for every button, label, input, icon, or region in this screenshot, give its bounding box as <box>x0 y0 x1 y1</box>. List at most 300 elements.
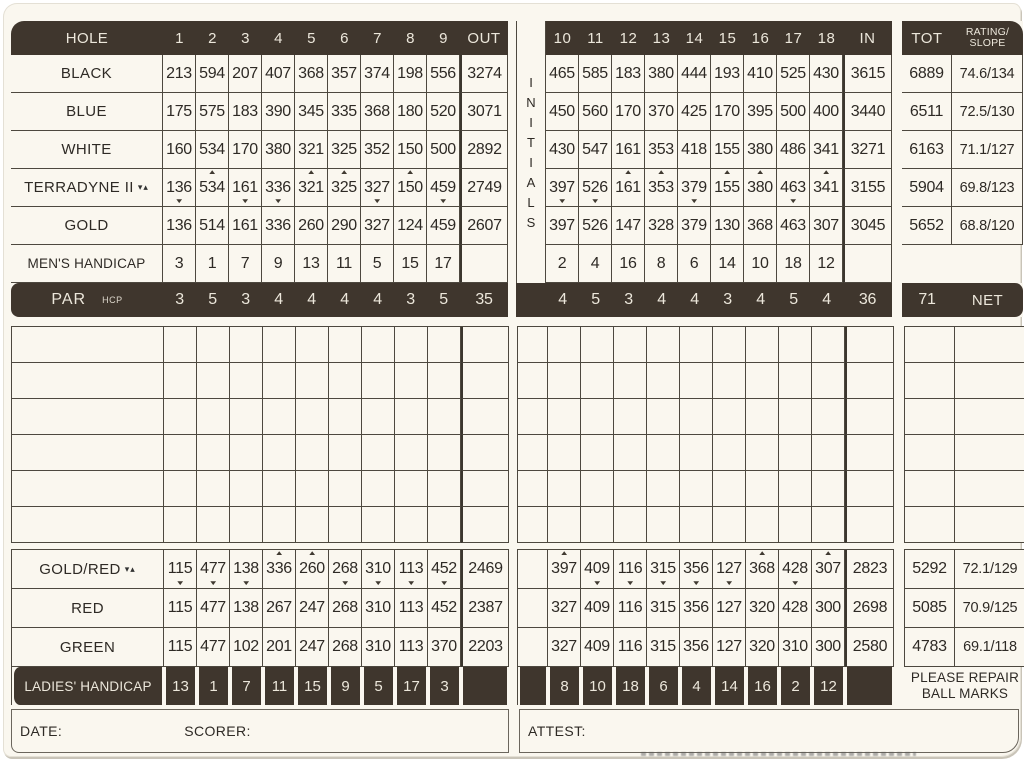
initials-letter-3: T <box>527 134 535 150</box>
repair-note-line2: BALL MARKS <box>921 686 1009 701</box>
score-value: 310 <box>365 560 391 577</box>
score-blue-h8 <box>394 93 427 131</box>
blank-score-cell-h13 <box>647 327 680 363</box>
header-rating-slope-label <box>952 21 1023 55</box>
score-value: 310 <box>365 638 391 655</box>
repair-note-line1: PLEASE REPAIR <box>910 669 1020 685</box>
score-value: 147 <box>615 216 641 234</box>
blank-score-cell-h17 <box>779 507 812 543</box>
score-value: 161 <box>232 216 258 234</box>
down-arrow-icon: ▼ <box>406 579 416 587</box>
total-red: 5085 <box>905 589 955 628</box>
score-gold-h3 <box>229 207 262 245</box>
score-black-h9 <box>427 55 460 93</box>
score-value: 430 <box>549 140 575 158</box>
score-white-h10 <box>546 131 579 169</box>
score-green-h2 <box>197 628 230 667</box>
score-value: 594 <box>199 64 225 82</box>
down-arrow-icon: ▼ <box>790 579 800 587</box>
attest-label: ATTEST: <box>528 723 586 739</box>
blank-score-cell-h2 <box>197 507 230 543</box>
mens-handicap-in-empty <box>843 245 892 283</box>
tee-name: GOLD <box>64 217 109 234</box>
tee-name: RED <box>71 599 104 617</box>
initials-vertical-label <box>516 21 546 283</box>
score-gold-out: 2607 <box>460 207 508 245</box>
blank-total-cell <box>905 435 955 471</box>
score-gold-h9 <box>427 207 460 245</box>
blank-score-cell-h8 <box>395 507 428 543</box>
blank-name-cell <box>12 363 164 399</box>
up-arrow-icon: ▲ <box>306 169 316 176</box>
down-arrow-icon: ▼ <box>691 579 701 587</box>
blank-rating-cell <box>955 507 1024 543</box>
header-in-label: IN <box>843 21 892 55</box>
blank-score-cell-h1 <box>164 471 197 507</box>
score-red-in: 2698 <box>845 589 894 628</box>
score-gold-h18 <box>810 207 843 245</box>
up-arrow-icon: ▲ <box>274 550 284 557</box>
score-value: 161 <box>615 140 641 158</box>
tee-label-gold <box>11 207 163 245</box>
blank-score-cell-h10 <box>548 507 581 543</box>
score-gold-red-h11 <box>581 550 614 589</box>
score-gold-h17 <box>777 207 810 245</box>
score-value: 409 <box>584 560 610 577</box>
score-gold-red-h16 <box>746 550 779 589</box>
score-value: 459 <box>430 216 456 234</box>
total-blue: 6511 <box>902 93 952 131</box>
score-value: 267 <box>266 599 292 616</box>
blank-score-cell-h11 <box>581 435 614 471</box>
score-value: 368 <box>364 102 390 120</box>
score-terradyne-ii-h9 <box>427 169 460 207</box>
score-value: 400 <box>813 102 839 120</box>
tee-label-terradyne-ii <box>11 169 163 207</box>
mens-handicap-h15: 14 <box>711 245 744 283</box>
score-terradyne-ii-h16 <box>744 169 777 207</box>
score-black-h17 <box>777 55 810 93</box>
ladies-handicap-h1: 13 <box>164 667 197 705</box>
score-gold-h11 <box>579 207 612 245</box>
blank-score-cell-h5 <box>296 435 329 471</box>
par-h9: 5 <box>427 283 460 317</box>
score-value: 115 <box>167 638 193 655</box>
tee-label-blue <box>11 93 163 131</box>
blank-score-cell-h15 <box>713 399 746 435</box>
blank-score-cell-h4 <box>263 435 296 471</box>
fine-print-illegible <box>641 752 916 756</box>
score-gold-h6 <box>328 207 361 245</box>
score-red-h9 <box>428 589 461 628</box>
score-black-h1 <box>163 55 196 93</box>
blank-initials-cell <box>518 363 548 399</box>
score-value: 150 <box>397 140 423 158</box>
down-arrow-icon: ▼ <box>241 579 251 587</box>
blank-score-cell-h4 <box>263 507 296 543</box>
score-blue-h10 <box>546 93 579 131</box>
blank-score-cell-h17 <box>779 471 812 507</box>
back-nine-table <box>546 21 892 317</box>
par-h4: 4 <box>262 283 295 317</box>
header-hole-8: 8 <box>394 21 427 55</box>
blank-name-cell <box>12 471 164 507</box>
initials-par-band <box>516 283 546 317</box>
score-value: 127 <box>716 560 742 577</box>
ladies-totals-table <box>904 549 1024 667</box>
score-value: 268 <box>332 599 358 616</box>
score-blue-h17 <box>777 93 810 131</box>
blank-out-cell <box>461 471 509 507</box>
down-arrow-icon: ▼ <box>340 579 350 587</box>
tee-name: BLACK <box>60 65 113 82</box>
initials-letter-7: S <box>526 214 536 230</box>
blank-score-cell-h11 <box>581 363 614 399</box>
blank-score-cell-h16 <box>746 399 779 435</box>
score-black-h13 <box>645 55 678 93</box>
blank-in-cell <box>845 399 894 435</box>
score-value: 428 <box>782 560 808 577</box>
blank-score-cell-h5 <box>296 399 329 435</box>
score-blue-h6 <box>328 93 361 131</box>
score-green-out: 2203 <box>461 628 509 667</box>
score-red-h16 <box>746 589 779 628</box>
mens-handicap-h2: 1 <box>196 245 229 283</box>
blank-score-cell-h13 <box>647 471 680 507</box>
ladies-handicap-h11: 10 <box>581 667 614 705</box>
header-hole-10: 10 <box>546 21 579 55</box>
blank-score-cell-h6 <box>329 327 362 363</box>
mens-handicap-label: MEN'S HANDICAP <box>11 245 163 283</box>
score-value: 397 <box>549 216 575 234</box>
header-hole-17: 17 <box>777 21 810 55</box>
score-value: 418 <box>681 140 707 158</box>
score-value: 336 <box>266 560 292 577</box>
header-hole-9: 9 <box>427 21 460 55</box>
footer-right-box <box>519 709 1019 753</box>
blank-in-cell <box>845 327 894 363</box>
totals-par-band <box>902 283 1023 317</box>
blank-initials-cell <box>518 550 548 589</box>
score-white-h12 <box>612 131 645 169</box>
score-red-h11 <box>581 589 614 628</box>
blank-score-cell-h15 <box>713 435 746 471</box>
score-terradyne-ii-h3 <box>229 169 262 207</box>
score-red-h17 <box>779 589 812 628</box>
blank-initials-cell <box>518 589 548 628</box>
score-value: 268 <box>332 560 358 577</box>
tee-label-white <box>11 131 163 169</box>
score-value: 463 <box>780 216 806 234</box>
blank-score-cell-h2 <box>197 435 230 471</box>
blank-score-cell-h18 <box>812 327 845 363</box>
score-blue-h1 <box>163 93 196 131</box>
blank-score-cell-h12 <box>614 327 647 363</box>
score-white-h2 <box>196 131 229 169</box>
score-blue-h15 <box>711 93 744 131</box>
blank-score-cell-h1 <box>164 507 197 543</box>
down-arrow-icon: ▼ <box>372 197 382 205</box>
blank-score-cell-h8 <box>395 399 428 435</box>
score-value: 452 <box>431 599 457 616</box>
score-value: 575 <box>199 102 225 120</box>
header-hole-13: 13 <box>645 21 678 55</box>
blank-score-cell-h3 <box>230 363 263 399</box>
blank-score-cell-h11 <box>581 471 614 507</box>
blank-score-cell-h18 <box>812 507 845 543</box>
repair-note <box>904 667 1024 705</box>
score-value: 452 <box>431 560 457 577</box>
score-value: 450 <box>549 102 575 120</box>
par-h18: 4 <box>810 283 843 317</box>
blank-out-cell <box>461 399 509 435</box>
score-value: 356 <box>683 599 709 616</box>
down-arrow-icon: ▼ <box>658 579 668 587</box>
score-value: 321 <box>298 178 324 196</box>
blank-name-cell <box>12 327 164 363</box>
par-h1: 3 <box>163 283 196 317</box>
score-value: 307 <box>815 560 841 577</box>
total-black: 6889 <box>902 55 952 93</box>
up-arrow-icon: ▲ <box>405 169 415 176</box>
score-blue-h12 <box>612 93 645 131</box>
score-value: 444 <box>681 64 707 82</box>
score-white-h9 <box>427 131 460 169</box>
up-arrow-icon: ▲ <box>559 550 569 557</box>
score-value: 310 <box>782 638 808 655</box>
header-hole-1: 1 <box>163 21 196 55</box>
score-white-h15 <box>711 131 744 169</box>
front-nine-table <box>11 21 508 317</box>
header-hole-5: 5 <box>295 21 328 55</box>
blank-initials-cell <box>518 399 548 435</box>
score-value: 116 <box>617 599 643 616</box>
blank-total-cell <box>905 327 955 363</box>
tee-arrows-icon: ▾▴ <box>137 182 149 192</box>
blank-score-cell-h15 <box>713 507 746 543</box>
score-gold-red-h5 <box>296 550 329 589</box>
ladies-handicap-h14: 4 <box>680 667 713 705</box>
blank-score-cell-h18 <box>812 471 845 507</box>
score-blue-h3 <box>229 93 262 131</box>
rating-black: 74.6/134 <box>952 55 1023 93</box>
score-value: 477 <box>200 599 226 616</box>
blank-score-cell-h13 <box>647 399 680 435</box>
par-label-cell <box>11 283 163 317</box>
down-arrow-icon: ▼ <box>788 197 798 205</box>
score-value: 328 <box>648 216 674 234</box>
score-value: 124 <box>397 216 423 234</box>
mens-handicap-out-empty <box>460 245 508 283</box>
blank-score-cell-h2 <box>197 399 230 435</box>
down-arrow-icon: ▼ <box>208 579 218 587</box>
score-gold-red-h17 <box>779 550 812 589</box>
score-value: 315 <box>650 599 676 616</box>
score-red-h6 <box>329 589 362 628</box>
score-value: 397 <box>551 560 577 577</box>
rating-gold: 68.8/120 <box>952 207 1023 245</box>
score-terradyne-ii-h13 <box>645 169 678 207</box>
score-value: 327 <box>364 216 390 234</box>
blank-initials-cell <box>518 471 548 507</box>
score-value: 379 <box>681 178 707 196</box>
down-arrow-icon: ▼ <box>724 579 734 587</box>
score-terradyne-ii-h7 <box>361 169 394 207</box>
score-terradyne-ii-h15 <box>711 169 744 207</box>
tee-label-black <box>11 55 163 93</box>
score-gold-red-h13 <box>647 550 680 589</box>
score-value: 341 <box>813 178 839 196</box>
score-black-h10 <box>546 55 579 93</box>
score-value: 410 <box>747 64 773 82</box>
score-black-h15 <box>711 55 744 93</box>
score-value: 290 <box>331 216 357 234</box>
score-gold-h16 <box>744 207 777 245</box>
score-value: 514 <box>199 216 225 234</box>
score-gold-red-h1 <box>164 550 197 589</box>
score-value: 325 <box>331 140 357 158</box>
par-h16: 4 <box>744 283 777 317</box>
blank-score-cell-h12 <box>614 507 647 543</box>
blank-score-cell-h16 <box>746 507 779 543</box>
score-value: 268 <box>332 638 358 655</box>
up-arrow-icon: ▲ <box>755 169 765 176</box>
score-red-h8 <box>395 589 428 628</box>
score-terradyne-ii-h18 <box>810 169 843 207</box>
ladies-handicap-h3: 7 <box>230 667 263 705</box>
score-black-h8 <box>394 55 427 93</box>
initials-column <box>516 21 546 317</box>
total-gold: 5652 <box>902 207 952 245</box>
score-value: 380 <box>747 140 773 158</box>
score-value: 150 <box>397 178 423 196</box>
down-arrow-icon: ▼ <box>590 197 600 205</box>
score-terradyne-ii-h14 <box>678 169 711 207</box>
ladies-handicap-h16: 16 <box>746 667 779 705</box>
header-hole-11: 11 <box>579 21 612 55</box>
blank-score-cell-h12 <box>614 363 647 399</box>
score-value: 368 <box>747 216 773 234</box>
header-hole-6: 6 <box>328 21 361 55</box>
blank-score-cell-h17 <box>779 327 812 363</box>
tee-name: WHITE <box>61 141 112 158</box>
blank-in-cell <box>845 363 894 399</box>
mens-handicap-h17: 18 <box>777 245 810 283</box>
score-value: 160 <box>166 140 192 158</box>
rating-red: 70.9/125 <box>955 589 1024 628</box>
ladies-handicap-out-empty <box>461 667 509 705</box>
score-value: 336 <box>265 178 291 196</box>
score-gold-red-h7 <box>362 550 395 589</box>
blank-score-cell-h7 <box>362 327 395 363</box>
blank-score-cell-h6 <box>329 363 362 399</box>
score-value: 300 <box>815 599 841 616</box>
blank-out-cell <box>461 363 509 399</box>
blank-score-cell-h13 <box>647 435 680 471</box>
blank-name-cell <box>12 507 164 543</box>
rating-label-line1: RATING/ <box>965 25 1010 38</box>
header-hole-12: 12 <box>612 21 645 55</box>
blank-score-cell-h8 <box>395 363 428 399</box>
blank-score-cell-h11 <box>581 327 614 363</box>
score-green-h10 <box>548 628 581 667</box>
score-value: 116 <box>617 638 643 655</box>
score-gold-h1 <box>163 207 196 245</box>
score-value: 356 <box>683 560 709 577</box>
header-hole-3: 3 <box>229 21 262 55</box>
scorer-label: SCORER: <box>184 723 251 739</box>
footer <box>11 709 1021 753</box>
initials-letter-2: I <box>529 114 533 130</box>
blank-score-cell-h15 <box>713 363 746 399</box>
score-value: 556 <box>430 64 456 82</box>
blank-in-cell <box>845 507 894 543</box>
score-green-h9 <box>428 628 461 667</box>
blank-score-cell-h13 <box>647 507 680 543</box>
mens-handicap-h18: 12 <box>810 245 843 283</box>
down-arrow-icon: ▼ <box>240 197 250 205</box>
score-value: 425 <box>681 102 707 120</box>
score-value: 465 <box>549 64 575 82</box>
score-value: 138 <box>233 560 259 577</box>
score-black-h5 <box>295 55 328 93</box>
blank-score-cell-h6 <box>329 435 362 471</box>
blank-score-cell-h12 <box>614 435 647 471</box>
blank-score-cell-h5 <box>296 363 329 399</box>
score-terradyne-ii-h17 <box>777 169 810 207</box>
blank-score-cell-h17 <box>779 399 812 435</box>
score-green-h18 <box>812 628 845 667</box>
score-white-h1 <box>163 131 196 169</box>
score-red-h10 <box>548 589 581 628</box>
tee-name: GOLD/RED <box>39 560 121 578</box>
score-terradyne-ii-h2 <box>196 169 229 207</box>
score-gold-red-h8 <box>395 550 428 589</box>
header-hole-18: 18 <box>810 21 843 55</box>
blank-out-cell <box>461 507 509 543</box>
score-value: 379 <box>681 216 707 234</box>
blank-score-cell-h17 <box>779 435 812 471</box>
down-arrow-icon: ▼ <box>592 579 602 587</box>
blank-score-cell-h16 <box>746 363 779 399</box>
up-arrow-icon: ▲ <box>656 169 666 176</box>
score-green-h6 <box>329 628 362 667</box>
score-value: 198 <box>397 64 423 82</box>
ladies-handicap-lead-empty <box>518 667 548 705</box>
down-arrow-icon: ▼ <box>175 579 185 587</box>
rating-label-line2: SLOPE <box>969 37 1006 49</box>
score-value: 409 <box>584 599 610 616</box>
score-gold-h13 <box>645 207 678 245</box>
header-hole-label: HOLE <box>11 21 163 55</box>
score-value: 477 <box>200 638 226 655</box>
score-terradyne-ii-h8 <box>394 169 427 207</box>
down-arrow-icon: ▼ <box>689 197 699 205</box>
score-value: 327 <box>364 178 390 196</box>
score-white-in: 3271 <box>843 131 892 169</box>
score-value: 585 <box>582 64 608 82</box>
mens-handicap-h1: 3 <box>163 245 196 283</box>
up-arrow-icon: ▲ <box>757 550 767 557</box>
score-value: 113 <box>398 560 424 577</box>
score-value: 407 <box>265 64 291 82</box>
score-value: 307 <box>813 216 839 234</box>
score-value: 463 <box>780 178 806 196</box>
score-value: 526 <box>582 216 608 234</box>
score-value: 320 <box>749 599 775 616</box>
blank-rating-cell <box>955 471 1024 507</box>
mens-handicap-h14: 6 <box>678 245 711 283</box>
